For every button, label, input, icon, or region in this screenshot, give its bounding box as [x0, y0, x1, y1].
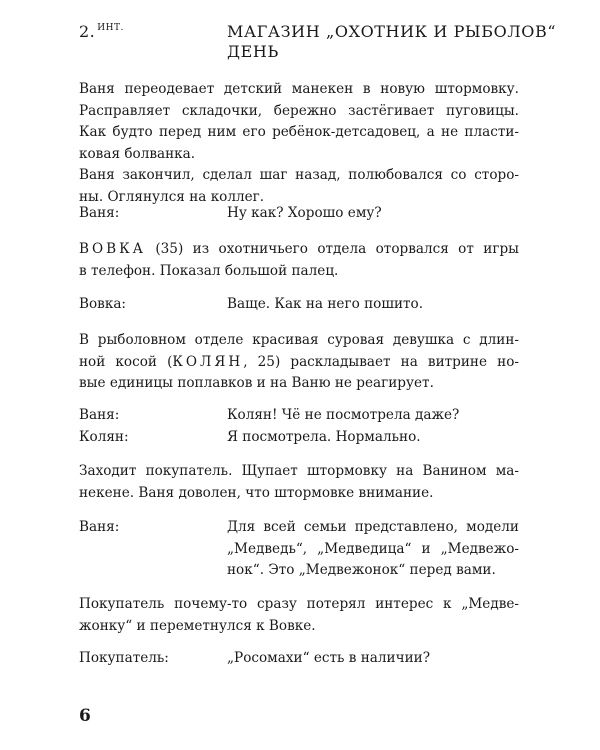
- action-paragraph: [79, 461, 519, 504]
- dialogue-line: Я посмотрела. Нормально.: [227, 428, 421, 445]
- text-line: некене. Ваня доволен, что штормовке внимание.: [79, 484, 434, 501]
- scene-type: ИНТ.: [97, 23, 124, 33]
- dialogue-block: [79, 648, 519, 670]
- dialogue-block: [79, 517, 519, 582]
- text-line: Заходит покупатель. Щупает штормовку на Ванином ма-: [79, 463, 519, 479]
- text-line: ны. Оглянулся на коллег.: [79, 188, 265, 205]
- speaker-name: Ваня:: [79, 519, 120, 535]
- dialogue-line: нок“. Это „Медвежонок“ перед вами.: [227, 562, 496, 578]
- text-line: ной косой (КОЛЯН, 25) раскладывает на витрине но-: [79, 353, 519, 370]
- scene-heading-time: ДЕНЬ: [227, 42, 279, 61]
- text-line: ковая болванка.: [79, 145, 196, 162]
- dialogue-row: [79, 539, 519, 561]
- action-paragraph: [79, 239, 519, 282]
- speaker-name: Ваня:: [79, 205, 120, 221]
- dialogue-line: Ваще. Как на него пошито.: [227, 296, 424, 312]
- speaker-name: Вовка:: [79, 296, 127, 312]
- action-paragraph: [79, 594, 519, 637]
- text-line: Покупатель почему-то сразу потерял интерес к „Медве-: [79, 596, 519, 612]
- dialogue-row: [79, 560, 519, 582]
- text-line: Ваня закончил, сделал шаг назад, полюбовался со сторо-: [79, 167, 519, 183]
- text-line: Ваня переодевает детский манекен в новую штормовку.: [79, 81, 519, 97]
- dialogue-line: Ну как? Хорошо ему?: [227, 205, 382, 221]
- action-paragraph: [79, 330, 519, 395]
- action-paragraph: [79, 79, 519, 208]
- dialogue-row: [79, 294, 519, 316]
- text-line: Расправляет складочки, бережно застёгивает пуговицы.: [79, 102, 519, 119]
- character-intro: ВОВКА: [79, 241, 146, 257]
- dialogue-row: [79, 517, 519, 539]
- dialogue-line: Колян! Чё не посмотрела даже?: [227, 407, 460, 423]
- character-intro: КОЛЯН: [172, 353, 244, 370]
- scene-number: 2. $^{ИНТ.}$: [79, 22, 124, 41]
- dialogue-line: „Медведь“, „Медведица“ и „Медвежо-: [227, 540, 519, 557]
- dialogue-block: [79, 203, 519, 225]
- page-number: 6: [79, 706, 91, 726]
- dialogue-row: [79, 405, 519, 427]
- speaker-name: Покупатель:: [79, 650, 169, 666]
- dialogue-row: [79, 427, 519, 449]
- text-line: В рыболовном отделе красивая суровая девушка с длин-: [79, 332, 519, 348]
- dialogue-row: [79, 648, 519, 670]
- text-line: вые единицы поплавков и на Ваню не реагирует.: [79, 375, 434, 391]
- dialogue-row: [79, 203, 519, 225]
- text-line: в телефон. Показал большой палец.: [79, 262, 339, 279]
- scene-heading-location: МАГАЗИН „ОХОТНИК И РЫБОЛОВ“: [227, 22, 557, 41]
- text-line: жонку“ и переметнулся к Вовке.: [79, 617, 316, 634]
- speaker-name: Ваня:: [79, 407, 120, 423]
- dialogue-block: [79, 405, 519, 448]
- dialogue-block: [79, 294, 519, 316]
- speaker-name: Колян:: [79, 428, 129, 445]
- dialogue-line: „Росомахи“ есть в наличии?: [227, 650, 430, 666]
- text-line: ВОВКА (35) из охотничьего отдела оторвался от игры: [79, 241, 519, 257]
- text-line: Как будто перед ним его ребёнок-детсадовец, а не пласти-: [79, 124, 519, 140]
- scene-heading: [227, 22, 556, 62]
- dialogue-line: Для всей семьи представлено, модели: [227, 519, 519, 535]
